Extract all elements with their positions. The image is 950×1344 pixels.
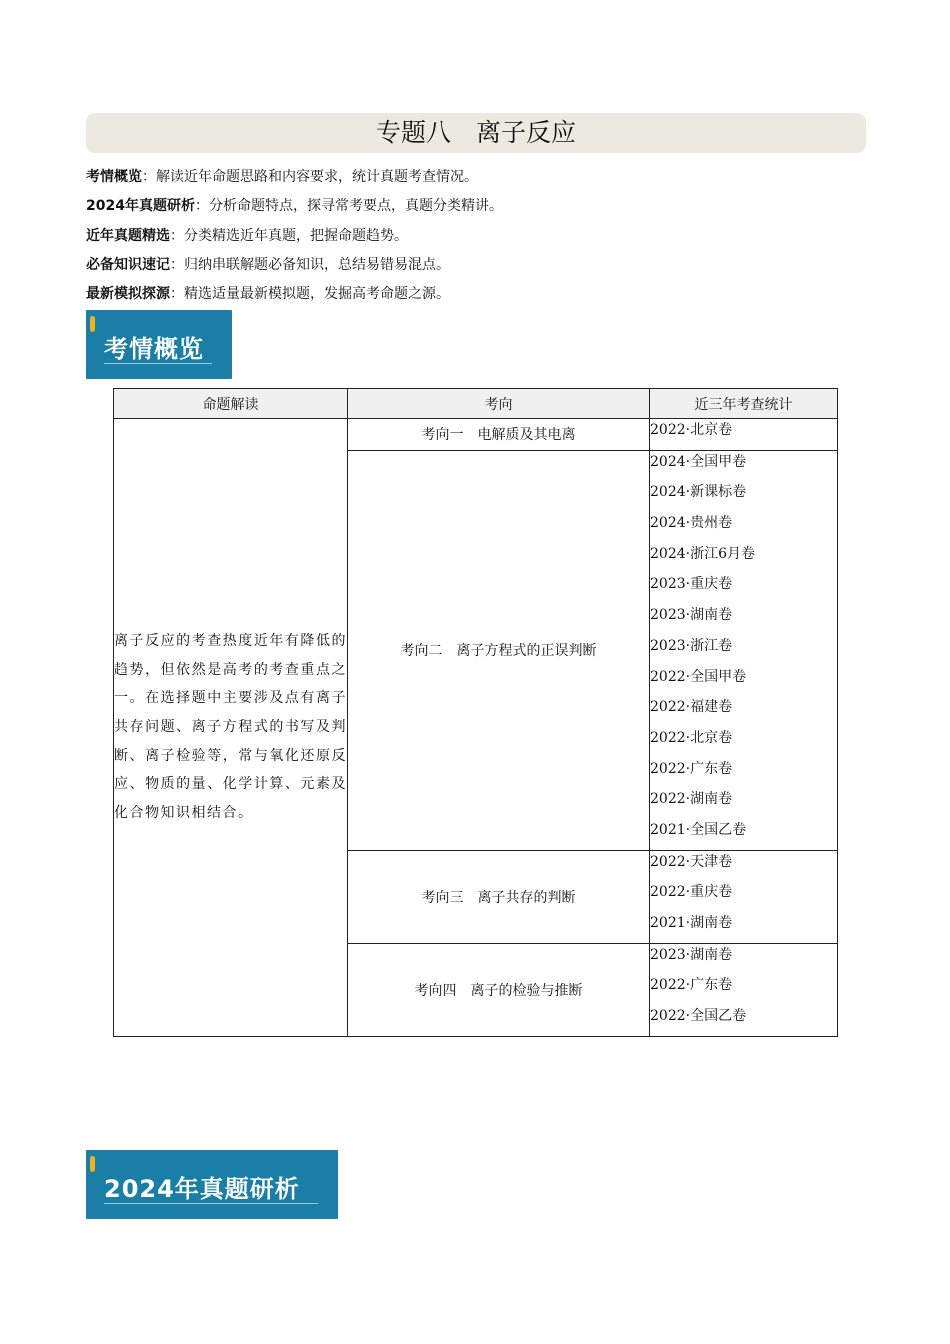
stat-item: 2023·湖南卷 <box>650 607 733 624</box>
intro-item-overview <box>86 163 866 192</box>
stat-item: 2024·贵州卷 <box>650 515 733 532</box>
stat-item: 2023·浙江卷 <box>650 637 733 654</box>
stats-cell <box>650 450 838 850</box>
intro-text: ：归纳串联解题必备知识，总结易错易混点。 <box>170 256 450 273</box>
stat-item: 2022·湖南卷 <box>650 791 733 808</box>
intro-item-analysis <box>86 192 866 221</box>
stat-item: 2022·全国甲卷 <box>650 668 747 685</box>
stat-item: 2022·重庆卷 <box>650 884 733 901</box>
column-header: 命题解读 <box>114 389 348 419</box>
banner-tab-mark <box>90 316 95 332</box>
section-banner-2024-analysis <box>86 1150 338 1219</box>
direction-cell: 考向四 离子的检验与推断 <box>348 943 650 1036</box>
intro-text: ：精选适量最新模拟题，发掘高考命题之源。 <box>170 286 450 303</box>
intro-text: ：分析命题特点，探寻常考要点，真题分类精讲。 <box>194 198 503 215</box>
exam-statistics-table <box>113 388 838 1037</box>
stat-item: 2022·天津卷 <box>650 853 733 870</box>
direction-cell: 考向三 离子共存的判断 <box>348 850 650 943</box>
stat-item: 2021·湖南卷 <box>650 915 733 931</box>
stat-item: 2022·广东卷 <box>650 760 733 777</box>
column-header: 近三年考查统计 <box>650 389 838 419</box>
table-header-row <box>114 389 838 419</box>
banner-underline <box>104 363 212 364</box>
banner-tab-mark <box>90 1156 95 1172</box>
intro-key: 2024年真题研析 <box>86 198 195 215</box>
stats-cell <box>650 419 838 451</box>
stat-item: 2022·北京卷 <box>650 729 733 746</box>
table-row <box>114 419 838 451</box>
intro-key: 近年真题精选 <box>86 227 170 244</box>
section-banner-overview <box>86 310 232 379</box>
stat-item: 2021·全国乙卷 <box>650 821 747 838</box>
stat-item: 2023·湖南卷 <box>650 946 733 963</box>
direction-cell: 考向一 电解质及其电离 <box>348 419 650 451</box>
intro-item-mock <box>86 280 866 309</box>
stat-item: 2022·广东卷 <box>650 977 733 994</box>
intro-key: 必备知识速记 <box>86 256 170 273</box>
intro-list <box>86 163 866 309</box>
stats-cell <box>650 850 838 943</box>
column-header: 考向 <box>348 389 650 419</box>
stats-cell <box>650 943 838 1036</box>
banner-label: 2024年真题研析 <box>104 1175 300 1203</box>
banner-underline <box>104 1203 318 1204</box>
stat-item: 2024·浙江6月卷 <box>650 545 755 562</box>
intro-text: ：分类精选近年真题，把握命题趋势。 <box>170 227 408 244</box>
stat-item: 2024·新课标卷 <box>650 484 747 501</box>
stat-item: 2024·全国甲卷 <box>650 453 747 470</box>
intro-item-knowledge <box>86 251 866 280</box>
stat-item: 2022·福建卷 <box>650 699 733 716</box>
stat-item: 2023·重庆卷 <box>650 576 733 593</box>
intro-key: 最新模拟探源 <box>86 286 170 303</box>
reading-cell: 离子反应的考查热度近年有降低的趋势，但依然是高考的考查重点之一。在选择题中主要涉及点有离子共存问题、离子方程式的书写及判断、离子检验等，常与氧化还原反应、物质的量、化学计算、元素及化合物知识相结合。 <box>114 419 348 1037</box>
intro-text: ：解读近年命题思路和内容要求，统计真题考查情况。 <box>142 169 478 185</box>
stat-item: 2022·北京卷 <box>650 422 733 438</box>
banner-label: 考情概览 <box>104 335 204 363</box>
intro-item-selection <box>86 222 866 251</box>
direction-cell: 考向二 离子方程式的正误判断 <box>348 450 650 850</box>
stat-item: 2022·全国乙卷 <box>650 1008 747 1025</box>
intro-key: 考情概览 <box>86 169 142 185</box>
page-title: 专题八 离子反应 <box>86 113 866 153</box>
